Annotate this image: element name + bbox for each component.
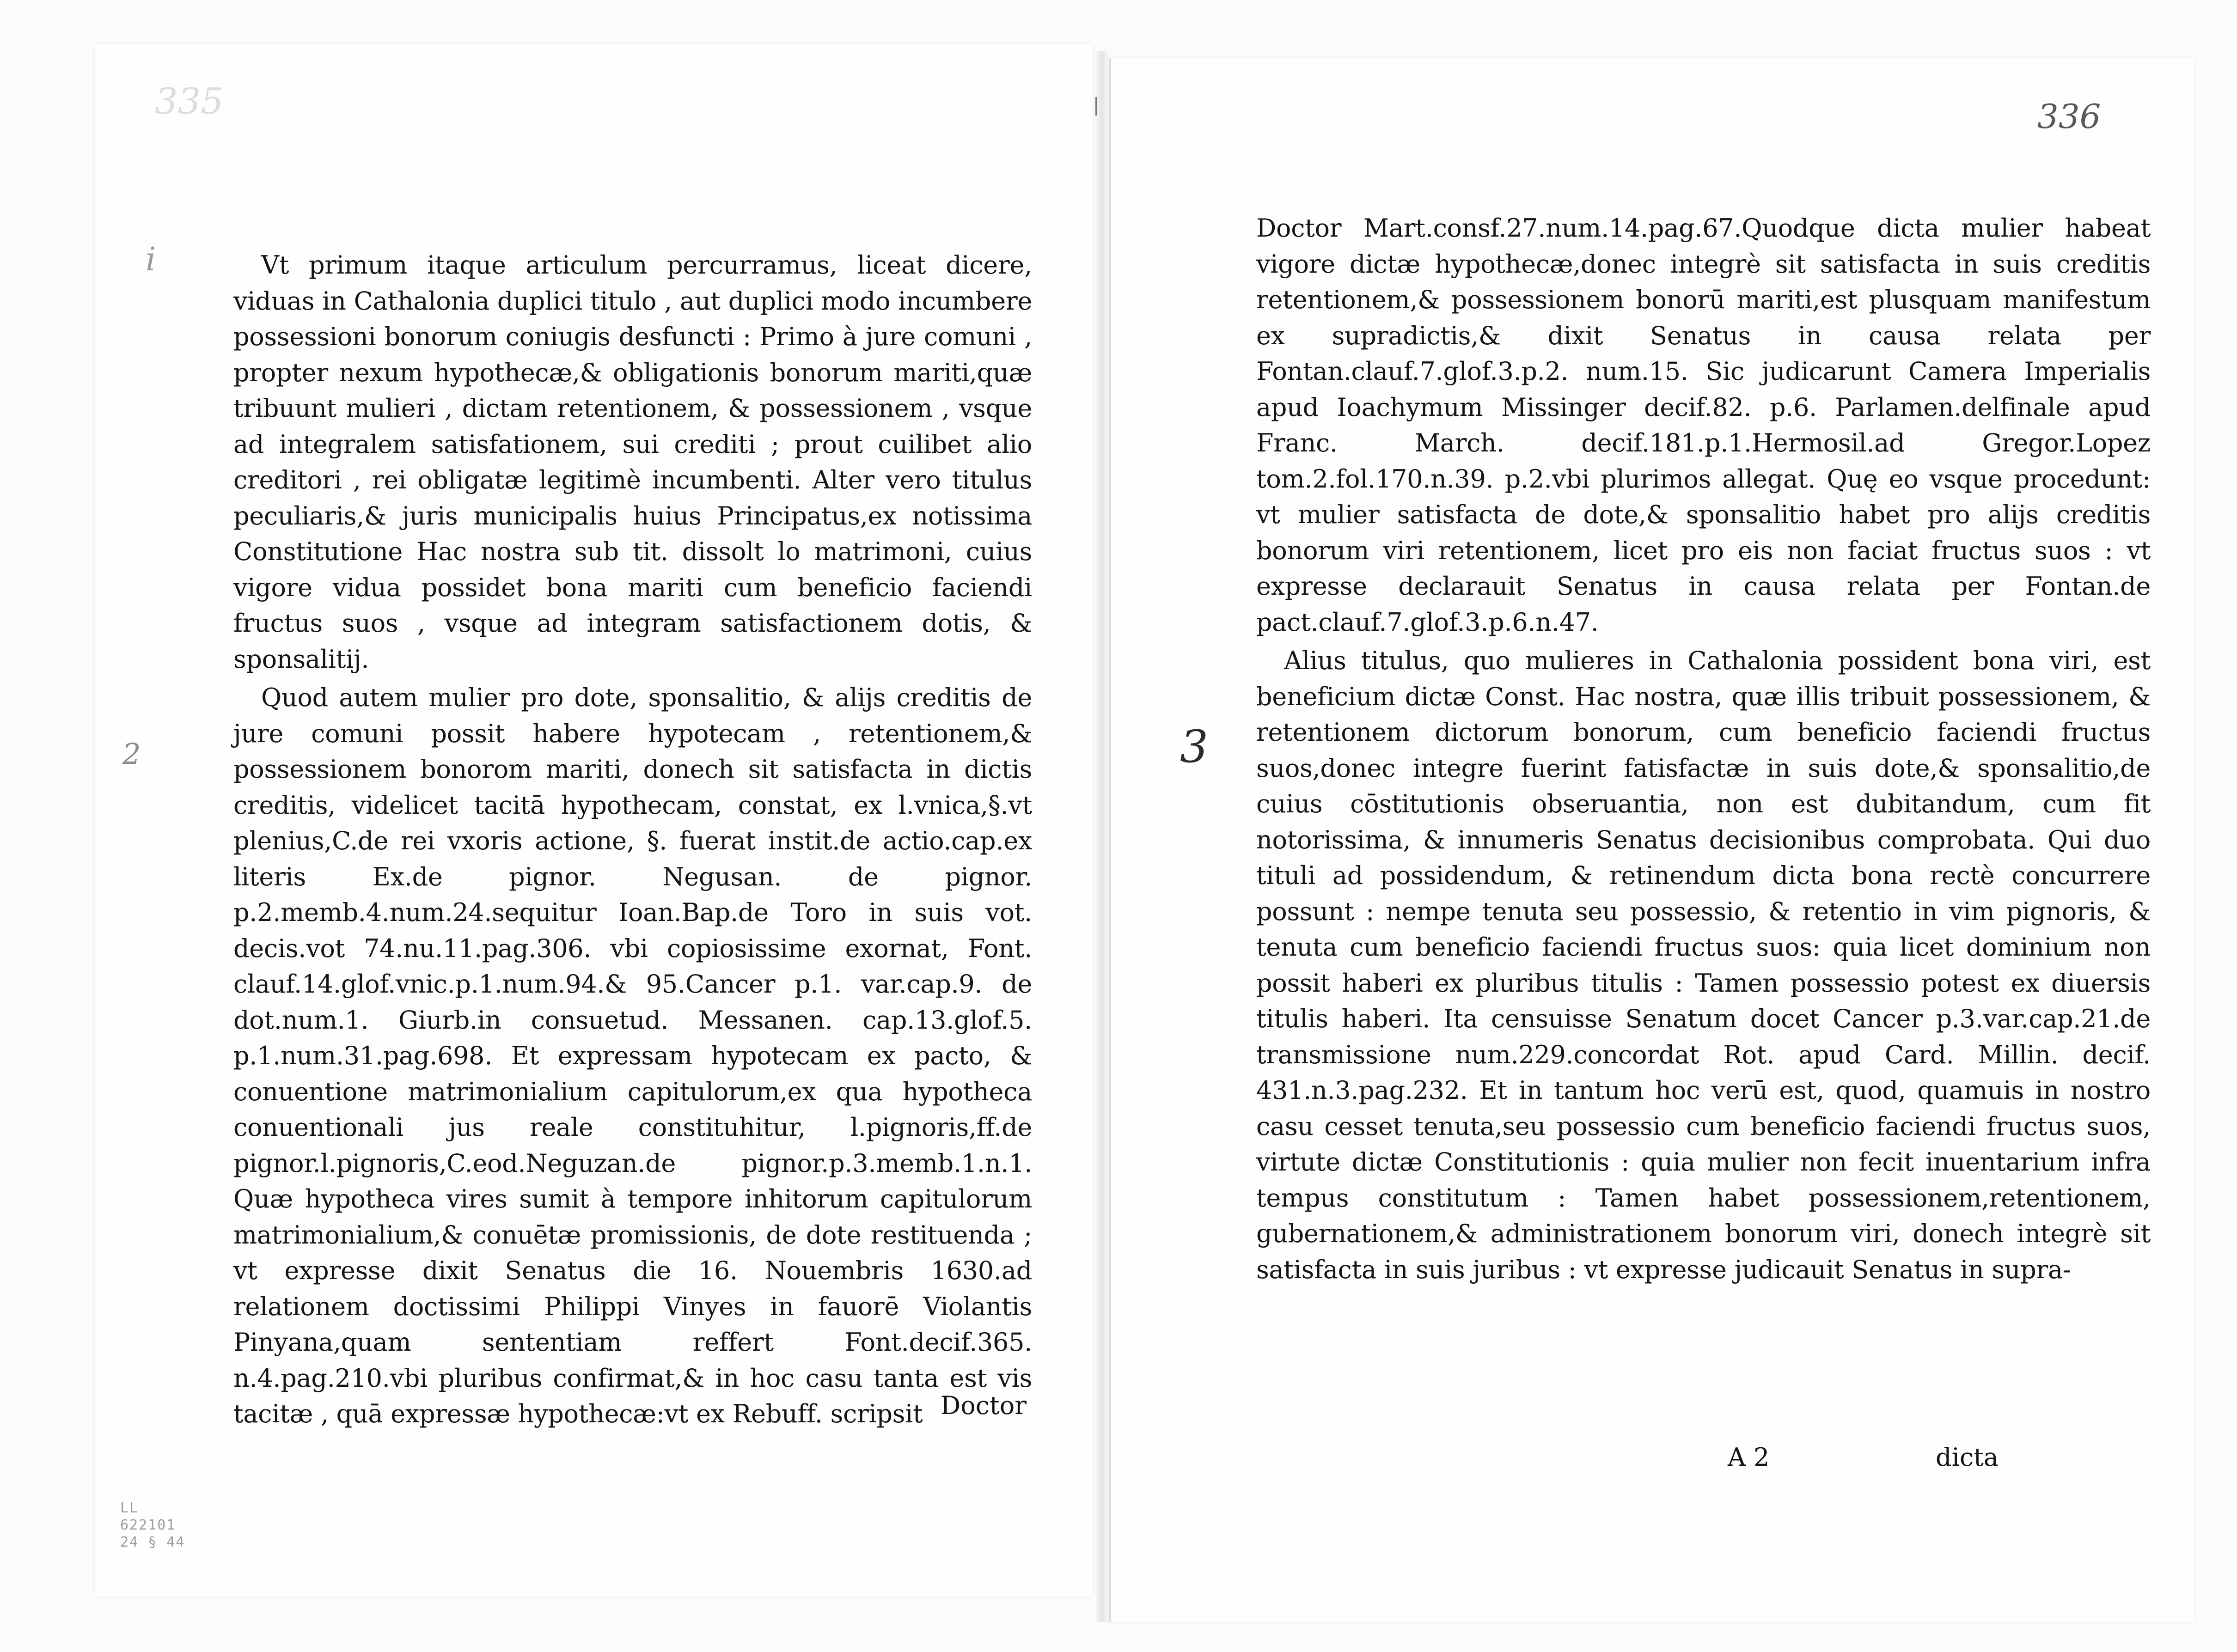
left-paragraph-2: Quod autem mulier pro dote, sponsalitio, & alijs creditis de jure comuni possit habere hypotecam , retentionem,& possessionem bonorom mariti, donech sit satisfacta in dictis creditis, videlicet tacitā hypothecam, constat, ex l.vnica,§.vt plenius,C.de rei vxoris actione, §. fuerat instit.de actio.cap.ex literis Ex.de pignor. Negusan. de pignor. p.2.memb.4.num.24.sequitur Ioan.Bap.de Toro in suis vot. decis.vot 74.nu.11.pag.306. vbi copiosissime exornat, Font. clauf.14.glof.vnic.p.1.num.94.& 95.Cancer p.1. var.cap.9. de dot.num.1. Giurb.in consuetud. Messanen. cap.13.glof.5. p.1.num.31.pag.698. Et expressam hypotecam ex pacto, & conuentione matrimonialium capitulorum,ex qua hypotheca conuentionali jus reale constituhitur, l.pignoris,ff.de pignor.l.pignoris,C.eod.Neguzan.de pignor.p.3.memb.1.n.1. Quæ hypotheca vires sumit à tempore inhitorum capitulorum matrimonialium,& conuētæ promissionis, de dote restituenda ; vt expresse dixit Senatus die 16. Nouembris 1630.ad relationem doctissimi Philippi Vinyes in fauorē Violantis Pinyana,quam sententiam reffert Font.decif.365. n.4.pag.210.vbi pluribus confirmat,& in hoc casu tanta est vis tacitæ , quā expressæ hypothecæ:vt ex Rebuff. scripsit [233,683,1032,1428]
left-margin-mark: i [146,240,156,278]
right-page-number: 336 [2037,97,2101,136]
right-catchword: dicta [1936,1443,1999,1472]
library-shelfmark [120,1500,185,1551]
left-margin-number: 2 [122,737,141,771]
left-text-column [233,247,1032,1432]
shelfmark-line-2: 622101 [120,1517,176,1533]
right-margin-number: 3 [1180,721,1209,773]
right-signature-mark: A 2 [1728,1443,1770,1472]
right-text-column [1256,210,2151,1287]
left-page-faint-number: 335 [155,81,224,122]
gutter-tick-mark [1095,97,1097,116]
left-page [95,44,1093,1597]
left-paragraph-1: Vt primum itaque articulum percurramus, liceat dicere, viduas in Cathalonia duplici titulo , aut duplici modo incumbere possessioni bonorum coniugis desfuncti : Primo à jure comuni , propter nexum hypothecæ,& obligationis bonorum mariti,quæ tribuunt mulieri , dictam retentionem, & possessionem , vsque ad integralem satisfationem, sui crediti ; prout cuilibet alio creditori , rei obligatæ legitimè incumbenti. Alter vero titulus peculiaris,& juris municipalis huius Principatus,ex notissima Constitutione Hac nostra sub tit. dissolt lo matrimoni, cuius vigore vidua possidet bona mariti cum beneficio faciendi fructus suos , vsque ad integram satisfactionem dotis, & sponsalitij. [233,250,1032,674]
right-paragraph-1: Doctor Mart.consf.27.num.14.pag.67.Quodque dicta mulier habeat vigore dictæ hypothecæ,donec integrè sit satisfacta in suis creditis retentionem,& possessionem bonorū mariti,est plusquam manifestum ex supradictis,& dixit Senatus in causa relata per Fontan.clauf.7.glof.3.p.2. num.15. Sic judicarunt Camera Imperialis apud Ioachymum Missinger decif.82. p.6. Parlamen.delfinale apud Franc. March. decif.181.p.1.Hermosil.ad Gregor.Lopez tom.2.fol.170.n.39. p.2.vbi plurimos allegat. Quę eo vsque procedunt: vt mulier satisfacta de dote,& sponsalitio habet pro alijs creditis bonorum viri retentionem, licet pro eis non faciat fructus suos : vt expresse declarauit Senatus in causa relata per Fontan.de pact.clauf.7.glof.3.p.6.n.47. [1256,213,2151,637]
left-catchword: Doctor [941,1391,1027,1420]
book-gutter [1096,51,1108,1622]
right-page [1109,58,2194,1622]
right-paragraph-2: Alius titulus, quo mulieres in Cathalonia possident bona viri, est beneficium dictæ Const. Hac nostra, quæ illis tribuit possessionem, & retentionem dictorum bonorum, cum beneficio faciendi fructus suos,donec integre fuerint fatisfactæ in suis dote,& sponsalitio,de cuius cōstitutionis obseruantia, non est dubitandum, cum fit notorissima, & innumeris Senatus decisionibus comprobata. Qui duo tituli ad possidendum, & retinendum dicta bona rectè concurrere possunt : nempe tenuta seu possessio, & retentio in vim pignoris, & tenuta cum beneficio faciendi fructus suos: quia licet dominium non possit haberi ex pluribus titulis : Tamen possessio potest ex diuersis titulis haberi. Ita censuisse Senatum docet Cancer p.3.var.cap.21.de transmissione num.229.concordat Rot. apud Card. Millin. decif. 431.n.3.pag.232. Et in tantum hoc verū est, quod, quamuis in nostro casu cesset tenuta,seu possessio cum beneficio faciendi fructus suos, virtute dictæ Constitutionis : quia mulier non fecit inuentarium infra tempus constitutum : Tamen habet possessionem,retentionem, gubernationem,& administrationem bonorum viri, donech integrè sit satisfacta in suis juribus : vt expresse judicauit Senatus in supra- [1256,646,2151,1284]
shelfmark-line-3: 24 § 44 [120,1534,185,1550]
shelfmark-line-1: LL [120,1500,139,1516]
